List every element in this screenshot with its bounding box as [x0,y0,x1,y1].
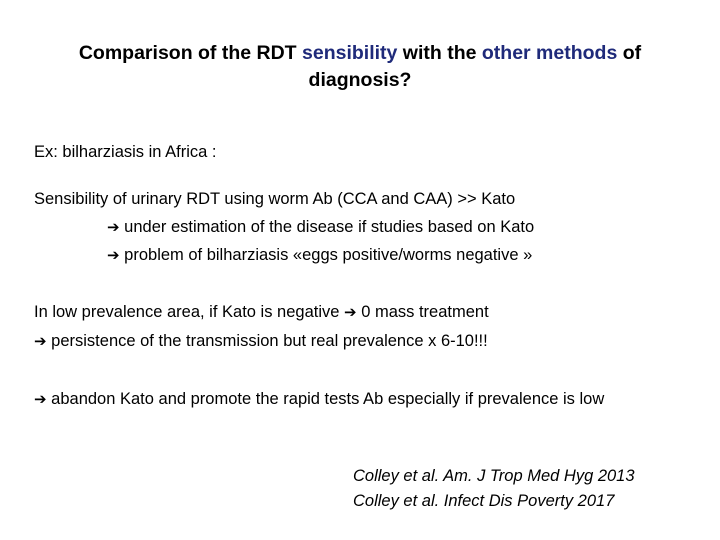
conclusion-text: abandon Kato and promote the rapid tests Ab especially if prevalence is low [51,390,605,408]
slide-title [40,40,680,94]
right-arrow-icon: ➔ [34,390,47,408]
example-heading: Ex: bilharziasis in Africa : [34,143,217,161]
reference-1: Colley et al. Am. J Trop Med Hyg 2013 [353,467,635,485]
right-arrow-icon: ➔ [344,303,357,321]
underestimation-text: under estimation of the disease if studies based on Kato [124,218,535,236]
right-arrow-icon: ➔ [107,218,120,236]
eggs-worms-bullet [107,245,532,265]
low-prevalence-text: In low prevalence area, if Kato is negative [34,303,345,321]
title-text-1: Comparison of the RDT [78,42,303,64]
rdt-sensibility-line: Sensibility of urinary RDT using worm Ab (CCA and CAA) >> Kato [34,190,516,208]
title-text-2: with the [397,42,482,64]
title-text-3: of [617,42,642,64]
right-arrow-icon: ➔ [34,332,47,350]
mass-treatment-text: 0 mass treatment [361,303,489,321]
eggs-worms-text: problem of bilharziasis «eggs positive/worms negative » [124,246,533,264]
persistence-text: persistence of the transmission but real prevalence x 6-10!!! [51,332,488,350]
title-highlight-sensibility: sensibility [302,42,398,64]
low-prevalence-line [34,302,489,322]
right-arrow-icon: ➔ [107,246,120,264]
underestimation-bullet [107,217,534,237]
conclusion-line [34,389,604,409]
title-line-2: diagnosis? [308,69,412,91]
persistence-line [34,331,488,351]
title-highlight-other-methods: other methods [481,42,618,64]
reference-2: Colley et al. Infect Dis Poverty 2017 [353,492,615,510]
